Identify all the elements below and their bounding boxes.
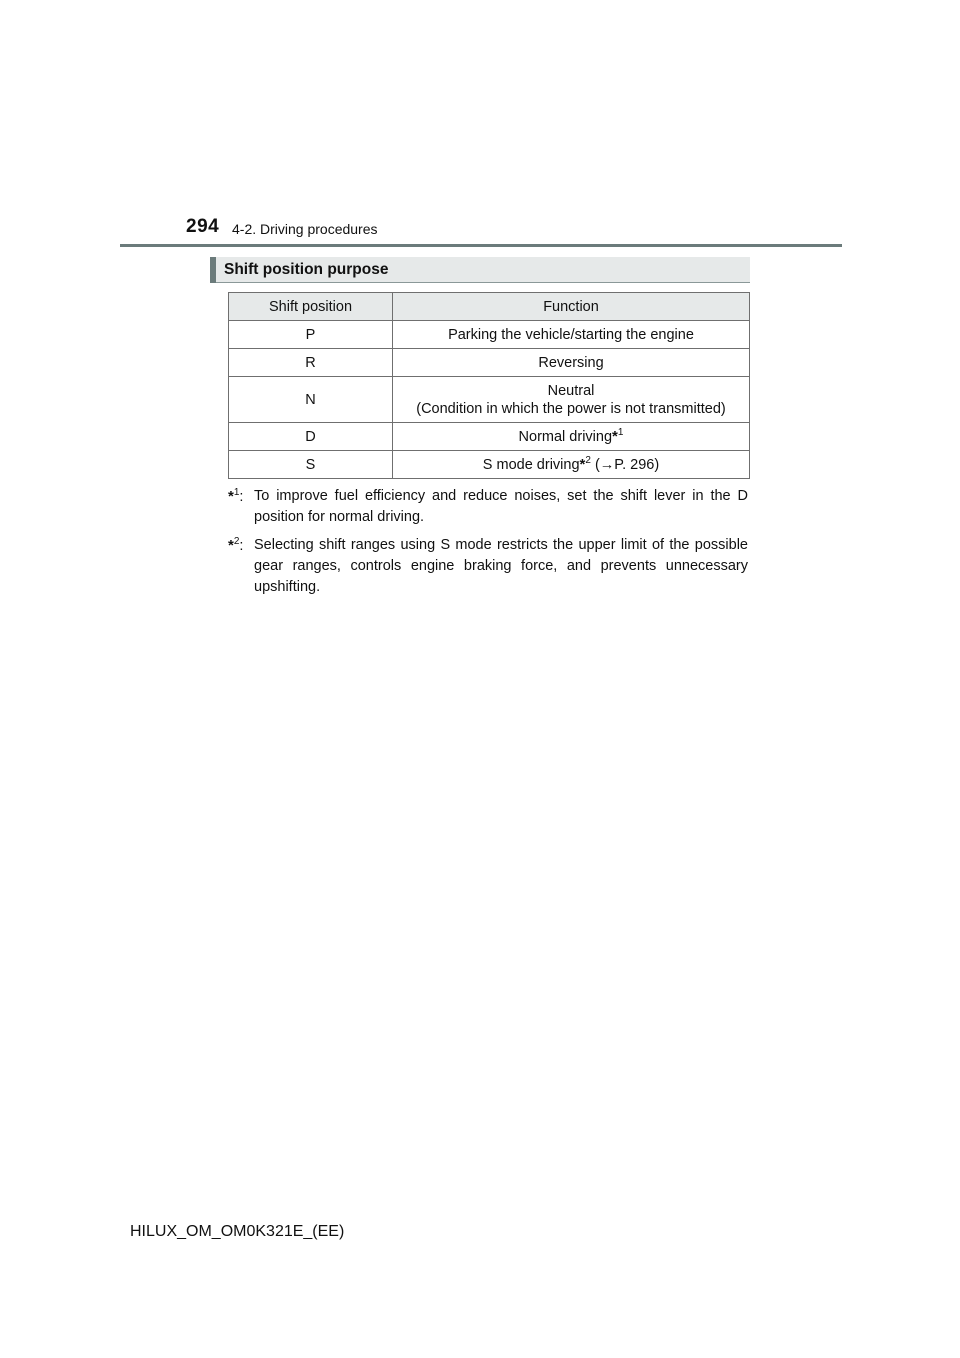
footnote-label: *$^2$: [228,536,244,554]
column-header-shift-position: Shift position [229,293,393,321]
table-row [229,377,750,423]
footnote-item [228,535,748,598]
table-row [229,321,750,349]
footnote-mark: 2 [585,455,591,467]
section-heading [210,257,750,283]
page-number: 294 [186,216,220,237]
footnote-label: *$^1$: [228,487,244,505]
function-cell: Parking the vehicle/starting the engine [393,321,750,349]
table-header-row [229,293,750,321]
table-row [229,349,750,377]
header-divider [120,244,842,247]
heading-accent-bar [210,257,216,283]
shift-position-cell: S [229,451,393,479]
section-title: Shift position purpose [224,261,389,278]
function-cell [393,377,750,423]
footnote-text: Selecting shift ranges using S mode restricts the upper limit of the possible gear ranges, controls engine braking force, and prevents unnecessary upshifting. [254,537,748,595]
column-header-function: Function [393,293,750,321]
arrow-right-icon: → [599,457,615,473]
footnote-mark: 1 [617,427,624,439]
function-text-line2: (Condition in which the power is not transmitted) [416,400,726,417]
function-cell: Reversing [393,349,750,377]
footnote-star-icon: * [579,456,586,473]
footnote-item [228,486,748,528]
function-text: Normal driving [518,429,613,445]
shift-position-cell: R [229,349,393,377]
footnotes [228,486,748,605]
footnote-star-icon: * [228,488,234,505]
function-cell [393,423,750,451]
footnote-text: To improve fuel efficiency and reduce noises, set the shift lever in the D position for normal driving. [254,488,748,525]
function-text-line1: Neutral [547,382,595,399]
shift-position-cell: N [229,377,393,423]
shift-position-cell: P [229,321,393,349]
footnote-number: 1 [233,487,240,499]
document-id: HILUX_OM_OM0K321E_(EE) [130,1223,345,1240]
footnote-star-icon: * [228,537,234,554]
table-row [229,423,750,451]
footnote-number: 2 [233,536,240,548]
function-text: S mode driving [482,457,580,473]
footnote-star-icon: * [612,428,618,445]
section-reference: 4-2. Driving procedures [232,221,378,237]
shift-position-cell: D [229,423,393,451]
page-reference-link[interactable]: P. 296 [614,457,655,473]
function-cell: S mode driving*$^2$ (→P. 296) [393,451,750,479]
table-row [229,451,750,479]
shift-position-table [228,292,750,479]
